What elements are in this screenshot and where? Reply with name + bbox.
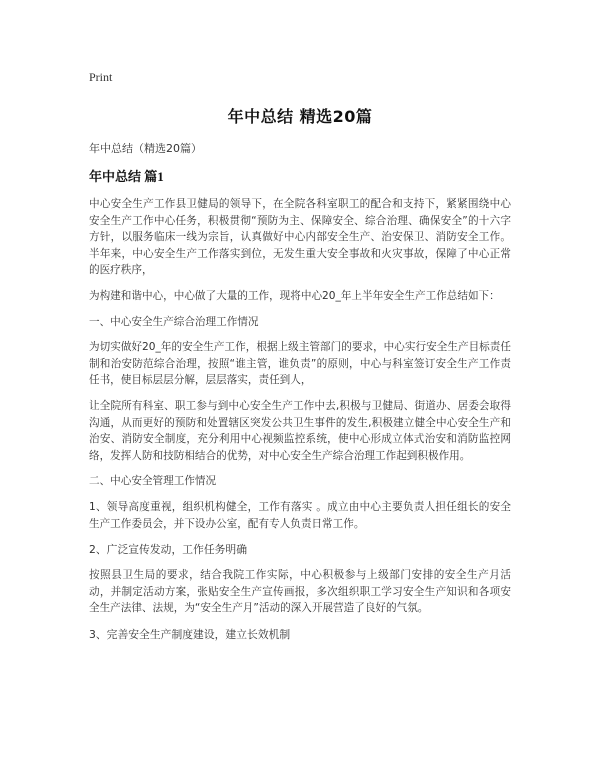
paragraph-responsibility: 为切实做好20_年的安全生产工作，根据上级主管部门的要求，中心实行安全生产目标责任制和治安防范综合治理，按照“谁主管，谁负责”的原则，中心与科室签订安全生产工作责任书，使目标层层分解，层层落实，责任到人，: [89, 341, 511, 387]
document-subtitle: 年中总结（精选20篇）: [89, 142, 202, 155]
paragraph-summary-lead: 为构建和谐中心，中心做了大量的工作，现将中心20_年上半年安全生产工作总结如下：: [89, 289, 500, 302]
heading-safety-management: 二、中心安全管理工作情况: [89, 475, 217, 488]
paragraph-publicity: 按照县卫生局的要求，结合我院工作实际，中心积极参与上级部门安排的安全生产月活动，并制定活动方案，张贴安全生产宣传画报，多次组织职工学习安全生产知识和各项安全生产法律、法规，为“安全生产月”活动的深入开展营造了良好的气氛。: [89, 569, 511, 615]
item-heading-system-building: 3、完善安全生产制度建设，建立长效机制: [89, 627, 291, 641]
paragraph-intro: 中心安全生产工作县卫健局的领导下，在全院各科室职工的配合和支持下，紧紧围绕中心安全生产工作中心任务，积极贯彻“预防为主、保障安全、综合治理、确保安全”的十六字方针，以服务临床一线为宗旨，认真做好中心内部安全生产、治安保卫、消防安全工作。半年来，中心安全生产工作落实到位，无发生重大安全事故和火灾事故，保障了中心正常的医疗秩序，: [89, 198, 511, 277]
heading-comprehensive-governance: 一、中心安全生产综合治理工作情况: [89, 315, 259, 328]
paragraph-participation: 让全院所有科室、职工参与到中心安全生产工作中去,积极与卫健局、街道办、居委会取得沟通，从而更好的预防和处置辖区突发公共卫生事件的发生,积极建立健全中心安全生产和治安、消防安全制度，充分利用中心视频监控系统，使中心形成立体式治安和消防监控网络，发挥人防和技防相结合的优势，对中心安全生产综合治理工作起到积极作用。: [89, 399, 511, 462]
section-heading: 年中总结 篇1: [89, 169, 164, 184]
document-title: 年中总结 精选20篇: [227, 107, 373, 126]
print-label: Print: [89, 70, 113, 84]
item-heading-publicity: 2、广泛宣传发动，工作任务明确: [89, 543, 248, 557]
paragraph-leadership: 1、领导高度重视，组织机构健全，工作有落实 。成立由中心主要负责人担任组长的安全生产工作委员会，并下设办公室，配有专人负责日常工作。: [89, 500, 511, 530]
